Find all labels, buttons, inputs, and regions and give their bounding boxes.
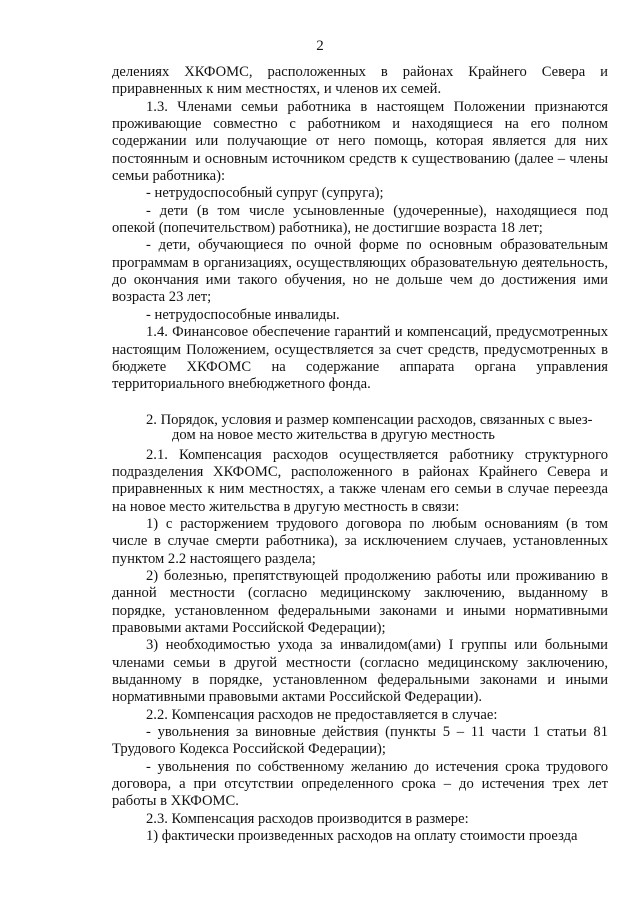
paragraph-1-4: 1.4. Финансовое обеспечение гарантий и компенсаций, предусмотренных настоящим Положением, осуществляется за счет средств, предусмотренных в бюджете ХКФОМС на содержание аппарата органа управления территориального внебюджетного фонда. xyxy=(112,324,608,393)
paragraph-2-2: 2.2. Компенсация расходов не предоставляется в случае: xyxy=(146,706,498,723)
page-number: 2 xyxy=(316,38,324,54)
heading-line-1: 2. Порядок, условия и размер компенсации расходов, связанных с выез- xyxy=(146,411,593,428)
list-item-spouse: - нетрудоспособный супруг (супруга); xyxy=(146,185,384,202)
list-item-students: - дети, обучающиеся по очной форме по основным образовательным программам в организациях, осуществляющих образовательную деятельность, до окончания ими такого обучения, но не дольше чем до достижения ими возраста 23 лет; xyxy=(112,237,608,306)
section-2-heading xyxy=(112,413,608,444)
list-item-2-2-b: - увольнения по собственному желанию до истечения срока трудового договора, а при отсутствии определенного срока – до истечения трех лет работы в ХКФОМС. xyxy=(112,758,608,810)
list-item-2-3-1: 1) фактически произведенных расходов на оплату стоимости проезда xyxy=(146,828,578,845)
list-item-2-1-3: 3) необходимостью ухода за инвалидом(ами) I группы или больными членами семьи в другой местности (согласно медицинскому заключению, выданному в порядке, установленном федеральными законами и иными нормативными правовыми актами Российской Федерации). xyxy=(112,637,608,706)
paragraph-2-1: 2.1. Компенсация расходов осуществляется работнику структурного подразделения ХКФОМС, расположенного в районах Крайнего Севера и приравненных к ним местностях, а также членам его семьи в случае переезда на новое место жительства в другую местность в связи: xyxy=(112,446,608,515)
list-item-disabled: - нетрудоспособные инвалиды. xyxy=(146,306,340,323)
heading-line-2: дом на новое место жительства в другую местность xyxy=(172,427,495,444)
list-item-2-1-2: 2) болезнью, препятствующей продолжению работы или проживанию в данной местности (согласно медицинскому заключению, выданному в порядке, установленном федеральными законами и иными нормативными правовыми актами Российской Федерации); xyxy=(112,567,608,636)
paragraph-continuation: делениях ХКФОМС, расположенных в районах Крайнего Севера и приравненных к ним местностях, и членов их семей. xyxy=(112,64,608,98)
list-item-children: - дети (в том числе усыновленные (удочеренные), находящиеся под опекой (попечительством) работника), не достигшие возраста 18 лет; xyxy=(112,202,608,237)
document-body xyxy=(112,64,608,845)
list-item-2-1-1: 1) с расторжением трудового договора по любым основаниям (в том числе в случае смерти работника), за исключением случаев, установленных пунктом 2.2 настоящего раздела; xyxy=(112,515,608,567)
paragraph-2-3: 2.3. Компенсация расходов производится в размере: xyxy=(146,810,469,827)
list-item-2-2-a: - увольнения за виновные действия (пункты 5 – 11 части 1 статьи 81 Трудового Кодекса Российской Федерации); xyxy=(112,724,608,758)
paragraph-1-3: 1.3. Членами семьи работника в настоящем Положении признаются проживающие совместно с работником и находящиеся на его полном содержании или получающие от него помощь, которая является для них постоянным и основным источником средств к существованию (далее – члены семьи работника): xyxy=(112,98,608,185)
